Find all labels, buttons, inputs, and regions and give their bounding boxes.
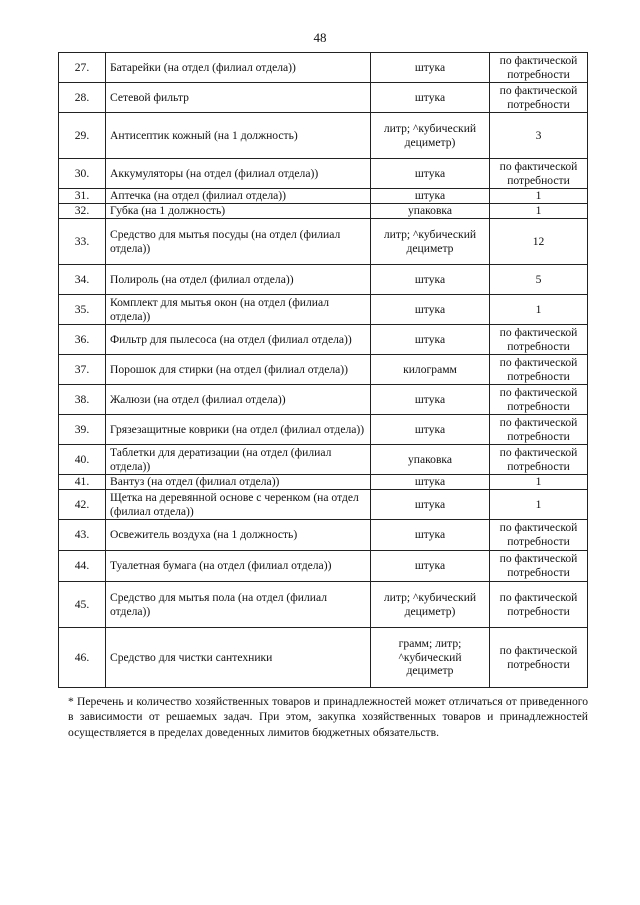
item-unit: килограмм bbox=[371, 355, 490, 385]
item-name: Фильтр для пылесоса (на отдел (филиал отдела)) bbox=[106, 325, 371, 355]
item-name: Средство для чистки сантехники bbox=[106, 628, 371, 688]
row-number: 36. bbox=[59, 325, 106, 355]
item-quantity: по фактической потребности bbox=[490, 520, 588, 551]
item-quantity: 1 bbox=[490, 204, 588, 219]
table-row bbox=[59, 189, 588, 204]
item-quantity: по фактической потребности bbox=[490, 355, 588, 385]
footnote: * Перечень и количество хозяйственных товаров и принадлежностей может отличаться от приведенного в зависимости от решаемых задач. При этом, закупка хозяйственных товаров и принадлежностей осуществляется в пределах доведенных лимитов бюджетных обязательств. bbox=[68, 695, 588, 739]
item-quantity: по фактической потребности bbox=[490, 582, 588, 628]
item-unit: упаковка bbox=[371, 445, 490, 475]
table-row bbox=[59, 551, 588, 582]
row-number: 34. bbox=[59, 265, 106, 295]
row-number: 28. bbox=[59, 83, 106, 113]
table-row bbox=[59, 219, 588, 265]
item-quantity: 3 bbox=[490, 113, 588, 159]
supplies-table bbox=[58, 52, 588, 688]
item-unit: штука bbox=[371, 415, 490, 445]
table-row bbox=[59, 415, 588, 445]
item-quantity: по фактической потребности bbox=[490, 53, 588, 83]
row-number: 42. bbox=[59, 490, 106, 520]
item-unit: штука bbox=[371, 490, 490, 520]
item-quantity: по фактической потребности bbox=[490, 83, 588, 113]
row-number: 27. bbox=[59, 53, 106, 83]
item-unit: штука bbox=[371, 325, 490, 355]
item-unit: штука bbox=[371, 385, 490, 415]
item-quantity: по фактической потребности bbox=[490, 325, 588, 355]
table-row bbox=[59, 204, 588, 219]
row-number: 38. bbox=[59, 385, 106, 415]
row-number: 30. bbox=[59, 159, 106, 189]
table-row bbox=[59, 628, 588, 688]
table-row bbox=[59, 490, 588, 520]
item-name: Средство для мытья посуды (на отдел (филиал отдела)) bbox=[106, 219, 371, 265]
item-name: Таблетки для дератизации (на отдел (филиал отдела)) bbox=[106, 445, 371, 475]
row-number: 31. bbox=[59, 189, 106, 204]
supplies-table-body bbox=[59, 53, 588, 688]
item-unit: штука bbox=[371, 295, 490, 325]
item-name: Антисептик кожный (на 1 должность) bbox=[106, 113, 371, 159]
item-unit: штука bbox=[371, 83, 490, 113]
item-unit: штука bbox=[371, 53, 490, 83]
item-quantity: 5 bbox=[490, 265, 588, 295]
item-name: Грязезащитные коврики (на отдел (филиал отдела)) bbox=[106, 415, 371, 445]
item-unit: штука bbox=[371, 189, 490, 204]
table-row bbox=[59, 159, 588, 189]
item-quantity: 12 bbox=[490, 219, 588, 265]
item-name: Средство для мытья пола (на отдел (филиал отдела)) bbox=[106, 582, 371, 628]
item-unit: штука bbox=[371, 520, 490, 551]
table-row bbox=[59, 385, 588, 415]
item-quantity: по фактической потребности bbox=[490, 445, 588, 475]
item-unit: упаковка bbox=[371, 204, 490, 219]
item-quantity: по фактической потребности bbox=[490, 628, 588, 688]
row-number: 39. bbox=[59, 415, 106, 445]
item-name: Вантуз (на отдел (филиал отдела)) bbox=[106, 475, 371, 490]
item-name: Батарейки (на отдел (филиал отдела)) bbox=[106, 53, 371, 83]
row-number: 46. bbox=[59, 628, 106, 688]
item-unit: штука bbox=[371, 475, 490, 490]
row-number: 43. bbox=[59, 520, 106, 551]
item-quantity: по фактической потребности bbox=[490, 551, 588, 582]
item-name: Жалюзи (на отдел (филиал отдела)) bbox=[106, 385, 371, 415]
item-quantity: 1 bbox=[490, 490, 588, 520]
row-number: 45. bbox=[59, 582, 106, 628]
item-name: Порошок для стирки (на отдел (филиал отдела)) bbox=[106, 355, 371, 385]
item-unit: штука bbox=[371, 265, 490, 295]
table-row bbox=[59, 445, 588, 475]
item-name: Щетка на деревянной основе с черенком (на отдел (филиал отдела)) bbox=[106, 490, 371, 520]
item-quantity: 1 bbox=[490, 475, 588, 490]
row-number: 35. bbox=[59, 295, 106, 325]
item-unit: штука bbox=[371, 551, 490, 582]
table-row bbox=[59, 53, 588, 83]
item-quantity: по фактической потребности bbox=[490, 159, 588, 189]
table-row bbox=[59, 355, 588, 385]
item-name: Губка (на 1 должность) bbox=[106, 204, 371, 219]
item-name: Аптечка (на отдел (филиал отдела)) bbox=[106, 189, 371, 204]
table-row bbox=[59, 582, 588, 628]
item-unit: грамм; литр; ^кубический дециметр bbox=[371, 628, 490, 688]
table-row bbox=[59, 520, 588, 551]
page-number: 48 bbox=[313, 30, 327, 45]
row-number: 33. bbox=[59, 219, 106, 265]
item-name: Аккумуляторы (на отдел (филиал отдела)) bbox=[106, 159, 371, 189]
row-number: 41. bbox=[59, 475, 106, 490]
item-unit: литр; ^кубический дециметр) bbox=[371, 113, 490, 159]
item-quantity: по фактической потребности bbox=[490, 415, 588, 445]
table-row bbox=[59, 265, 588, 295]
item-unit: литр; ^кубический дециметр bbox=[371, 219, 490, 265]
table-row bbox=[59, 295, 588, 325]
item-name: Сетевой фильтр bbox=[106, 83, 371, 113]
row-number: 32. bbox=[59, 204, 106, 219]
item-unit: штука bbox=[371, 159, 490, 189]
table-row bbox=[59, 475, 588, 490]
item-quantity: 1 bbox=[490, 189, 588, 204]
item-quantity: по фактической потребности bbox=[490, 385, 588, 415]
table-row bbox=[59, 113, 588, 159]
row-number: 37. bbox=[59, 355, 106, 385]
item-name: Туалетная бумага (на отдел (филиал отдела)) bbox=[106, 551, 371, 582]
table-row bbox=[59, 325, 588, 355]
item-name: Освежитель воздуха (на 1 должность) bbox=[106, 520, 371, 551]
row-number: 29. bbox=[59, 113, 106, 159]
item-quantity: 1 bbox=[490, 295, 588, 325]
item-unit: литр; ^кубический дециметр) bbox=[371, 582, 490, 628]
item-name: Комплект для мытья окон (на отдел (филиал отдела)) bbox=[106, 295, 371, 325]
row-number: 40. bbox=[59, 445, 106, 475]
item-name: Полироль (на отдел (филиал отдела)) bbox=[106, 265, 371, 295]
table-row bbox=[59, 83, 588, 113]
row-number: 44. bbox=[59, 551, 106, 582]
